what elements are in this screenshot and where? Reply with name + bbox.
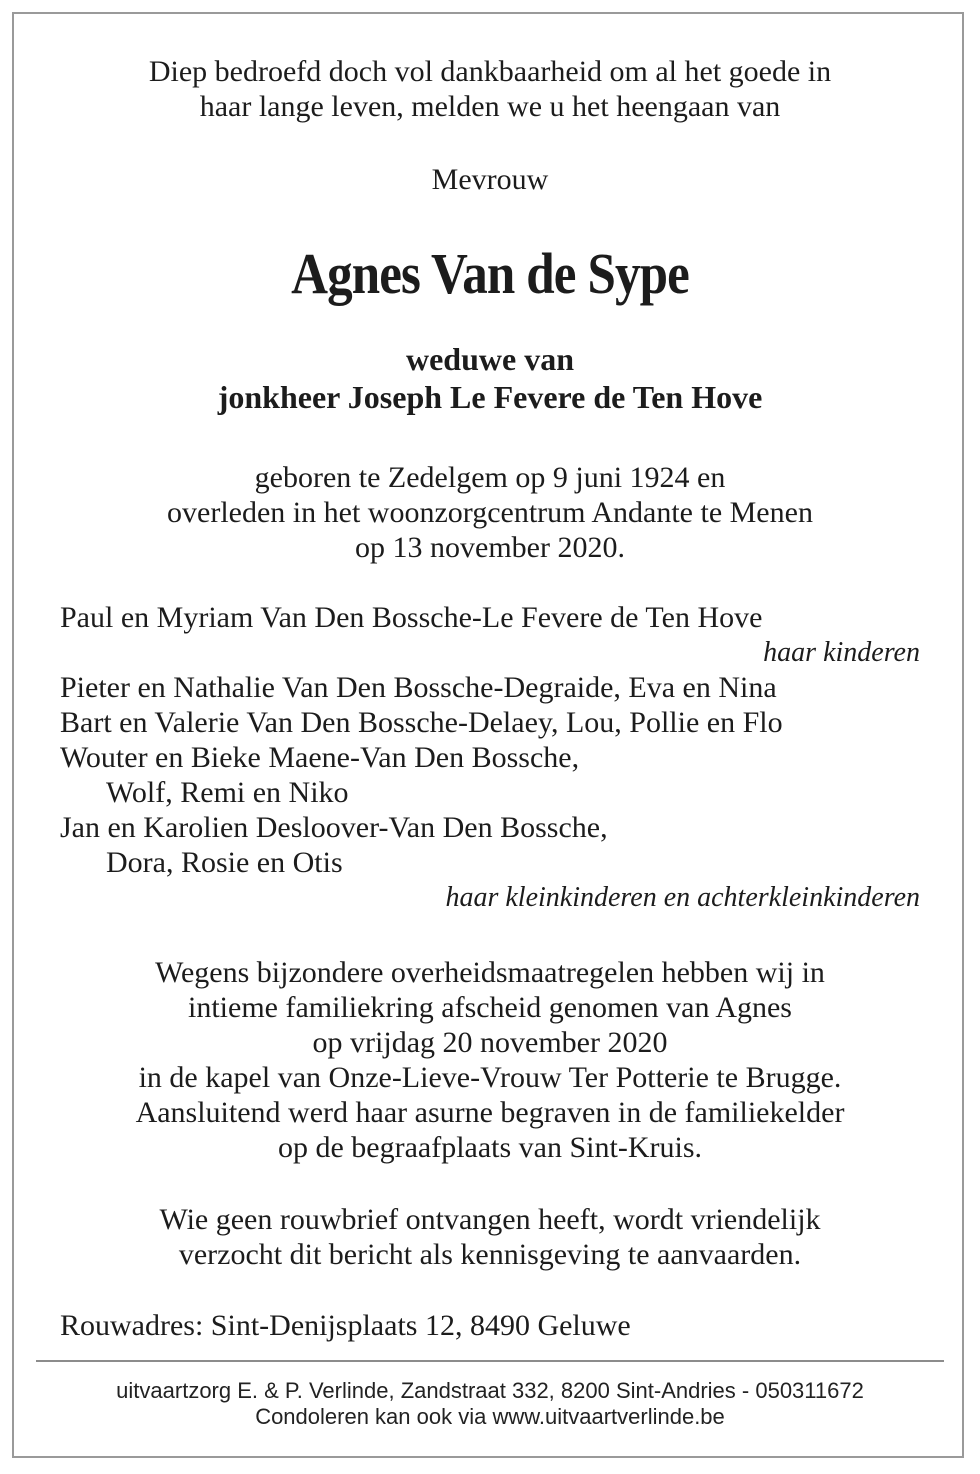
intro-line: haar lange leven, melden we u het heengaan van — [199, 90, 781, 123]
intro-text — [0, 54, 980, 124]
grandchild-family: Bart en Valerie Van Den Bossche-Delaey, Lou, Pollie en Flo — [60, 706, 783, 739]
funeral-notice — [0, 955, 980, 1165]
deceased-name: Agnes Van de Sype — [291, 241, 689, 306]
grandchild-family: Wouter en Bieke Maene-Van Den Bossche, — [60, 741, 580, 774]
notice-line: Wegens bijzondere overheidsmaatregelen hebben wij in — [155, 956, 825, 989]
children-names: Paul en Myriam Van Den Bossche-Le Fevere de Ten Hove — [60, 601, 763, 634]
grandchildren-role: haar kleinkinderen en achterkleinkinderen — [445, 882, 920, 913]
dates-line: geboren te Zedelgem op 9 juni 1924 en — [254, 461, 726, 494]
family-list — [60, 600, 920, 915]
widow-of — [0, 340, 980, 416]
widow-line: weduwe van — [405, 341, 574, 377]
request-line: Wie geen rouwbrief ontvangen heeft, wordt vriendelijk — [159, 1203, 821, 1236]
children-role: haar kinderen — [763, 637, 920, 668]
condolence-link[interactable]: Condoleren kan ook via www.uitvaartverlinde.be — [255, 1404, 725, 1429]
notice-line: op vrijdag 20 november 2020 — [312, 1026, 668, 1059]
intro-line: Diep bedroefd doch vol dankbaarheid om al het goede in — [148, 55, 832, 88]
footer-divider — [36, 1360, 944, 1362]
funeral-home-info: uitvaartzorg E. & P. Verlinde, Zandstraat 332, 8200 Sint-Andries - 050311672 — [116, 1378, 864, 1403]
grandchild-family: Jan en Karolien Desloover-Van Den Bossche, — [60, 811, 608, 844]
notice-line: Aansluitend werd haar asurne begraven in de familiekelder — [135, 1096, 845, 1129]
honorific: Mevrouw — [431, 163, 549, 196]
notice-line: op de begraafplaats van Sint-Kruis. — [277, 1131, 703, 1164]
request-line: verzocht dit bericht als kennisgeving te aanvaarden. — [178, 1238, 802, 1271]
birth-death-dates — [0, 460, 980, 565]
notice-line: in de kapel van Onze-Lieve-Vrouw Ter Potterie te Brugge. — [138, 1061, 842, 1094]
grandchild-family: Pieter en Nathalie Van Den Bossche-Degraide, Eva en Nina — [60, 671, 777, 704]
dates-line: op 13 november 2020. — [355, 531, 625, 564]
great-grandchildren: Dora, Rosie en Otis — [106, 846, 343, 879]
spouse-name: jonkheer Joseph Le Fevere de Ten Hove — [217, 379, 763, 415]
mourning-address: Rouwadres: Sint-Denijsplaats 12, 8490 Geluwe — [60, 1309, 631, 1342]
dates-line: overleden in het woonzorgcentrum Andante te Menen — [167, 496, 813, 529]
notice-line: intieme familiekring afscheid genomen van Agnes — [188, 991, 792, 1024]
great-grandchildren: Wolf, Remi en Niko — [106, 776, 349, 809]
announcement-request — [0, 1202, 980, 1272]
funeral-home-footer — [0, 1378, 980, 1430]
